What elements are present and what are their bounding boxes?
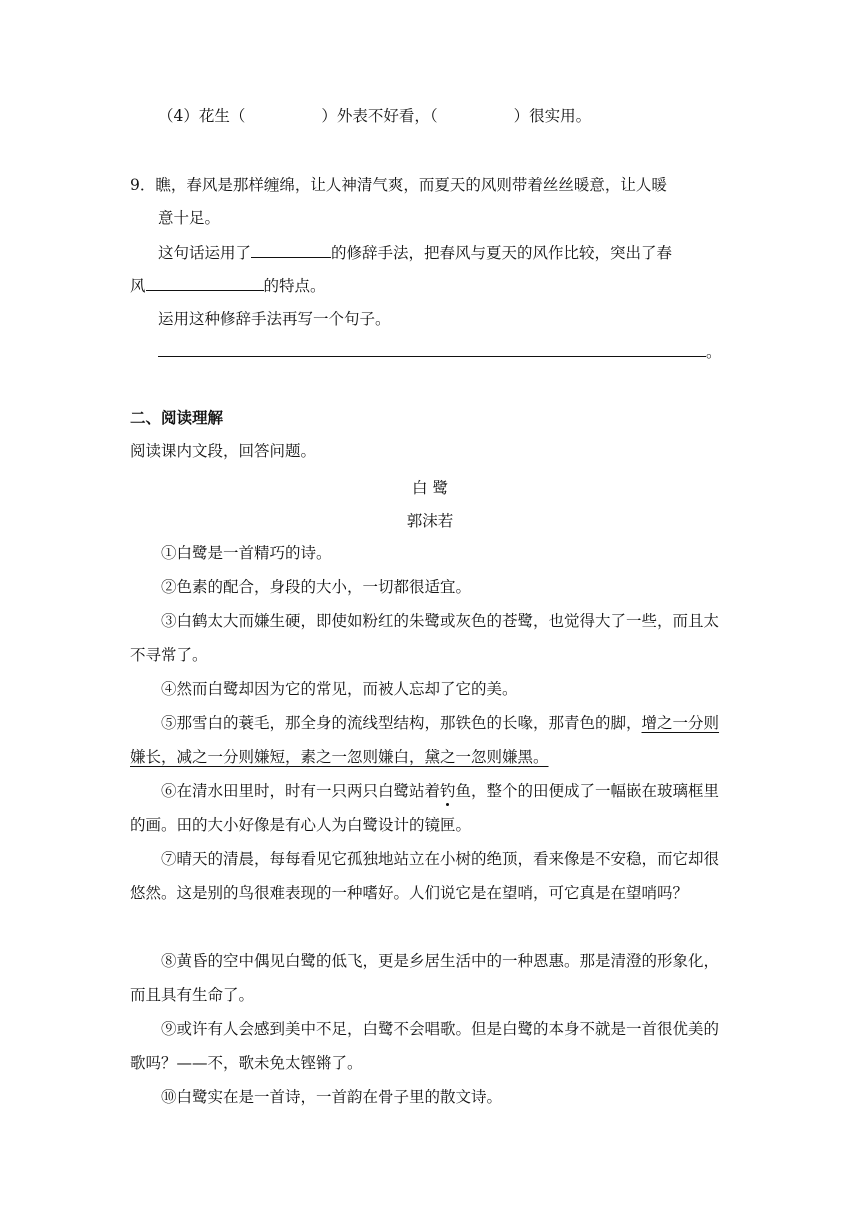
- q9-fill-b-suffix: 的特点。: [263, 277, 326, 295]
- poem-p1: ①白鹭是一首精巧的诗。: [161, 544, 332, 562]
- poem-title: 白 鹭: [412, 479, 448, 497]
- poem-p10: ⑩白鹭实在是一首诗，一首韵在骨子里的散文诗。: [161, 1088, 503, 1106]
- q9-text-line2: 意十足。: [158, 209, 221, 227]
- q9-line1: [130, 174, 667, 196]
- q9-number: 9．: [130, 176, 156, 194]
- q9-text-line1: 瞧，春风是那样缠绵，让人神清气爽，而夏天的风则带着丝丝暖意，让人暖: [155, 176, 667, 194]
- q9-answer-line: [158, 340, 722, 363]
- q8-item4-middle: ）外表不好看，（: [321, 107, 438, 125]
- poem-author: 郭沫若: [406, 512, 454, 530]
- q9-instruction: 运用这种修辞手法再写一个句子。: [158, 310, 391, 328]
- q8-item4-suffix: ）很实用。: [513, 107, 592, 125]
- poem-p6-dotted-char: 钓: [440, 782, 456, 800]
- section2-title: 二、阅读理解: [130, 409, 224, 427]
- poem-p2: ②色素的配合，身段的大小，一切都很适宜。: [161, 578, 472, 596]
- poem-p4: ④然而白鹭却因为它的常见，而被人忘却了它的美。: [161, 680, 518, 698]
- q9-fill-a-middle: 的修辞手法，把春风与夏天的风作比较，突出了春: [331, 244, 673, 262]
- poem-p6: ⑥在清水田里时，时有一只两只白鹭站着钓鱼，整个的田便成了一幅嵌在玻璃框里的画。田的大小好像是有心人为白鹭设计的镜匣。: [130, 782, 720, 834]
- q9-blank-feature[interactable]: [146, 274, 264, 291]
- q8-item4-prefix: （4）花生（: [158, 107, 246, 125]
- q9-fill-b: [130, 274, 326, 297]
- q9-fill-a-prefix: 这句话运用了: [158, 244, 252, 262]
- q9-answer-blank[interactable]: [158, 340, 706, 357]
- poem-p5-underlined: 增之一分则嫌长，减之一分则嫌短，素之一忽则嫌白，黛之一忽则嫌黑。: [130, 714, 720, 766]
- poem-p3: ③白鹤太大而嫌生硬，即使如粉红的朱鹭或灰色的苍鹭，也觉得大了一些，而且太不寻常了。: [130, 612, 720, 664]
- q9-fill-a: [158, 241, 672, 264]
- poem-p9: ⑨或许有人会感到美中不足，白鹭不会唱歌。但是白鹭的本身不就是一首很优美的歌吗？——不，歌未免太铿锵了。: [130, 1020, 720, 1072]
- poem-p8: ⑧黄昏的空中偶见白鹭的低飞，更是乡居生活中的一种恩惠。那是清澄的形象化，而且具有生命了。: [130, 952, 720, 1004]
- q9-fill-b-prefix: 风: [130, 277, 146, 295]
- poem-p5: ⑤那雪白的蓑毛，那全身的流线型结构，那铁色的长喙，那青色的脚，增之一分则嫌长，减之一分则嫌短，素之一忽则嫌白，黛之一忽则嫌黑。: [130, 714, 720, 766]
- q9-blank-rhetoric[interactable]: [251, 241, 331, 258]
- q8-item4: [158, 105, 591, 127]
- section2-instruction: 阅读课内文段，回答问题。: [130, 442, 317, 460]
- q9-answer-end: 。: [706, 343, 722, 361]
- poem-p7: ⑦晴天的清晨，每每看见它孤独地站立在小树的绝顶，看来像是不安稳，而它却很悠然。这是别的鸟很难表现的一种嗜好。人们说它是在望哨，可它真是在望哨吗？: [130, 850, 720, 902]
